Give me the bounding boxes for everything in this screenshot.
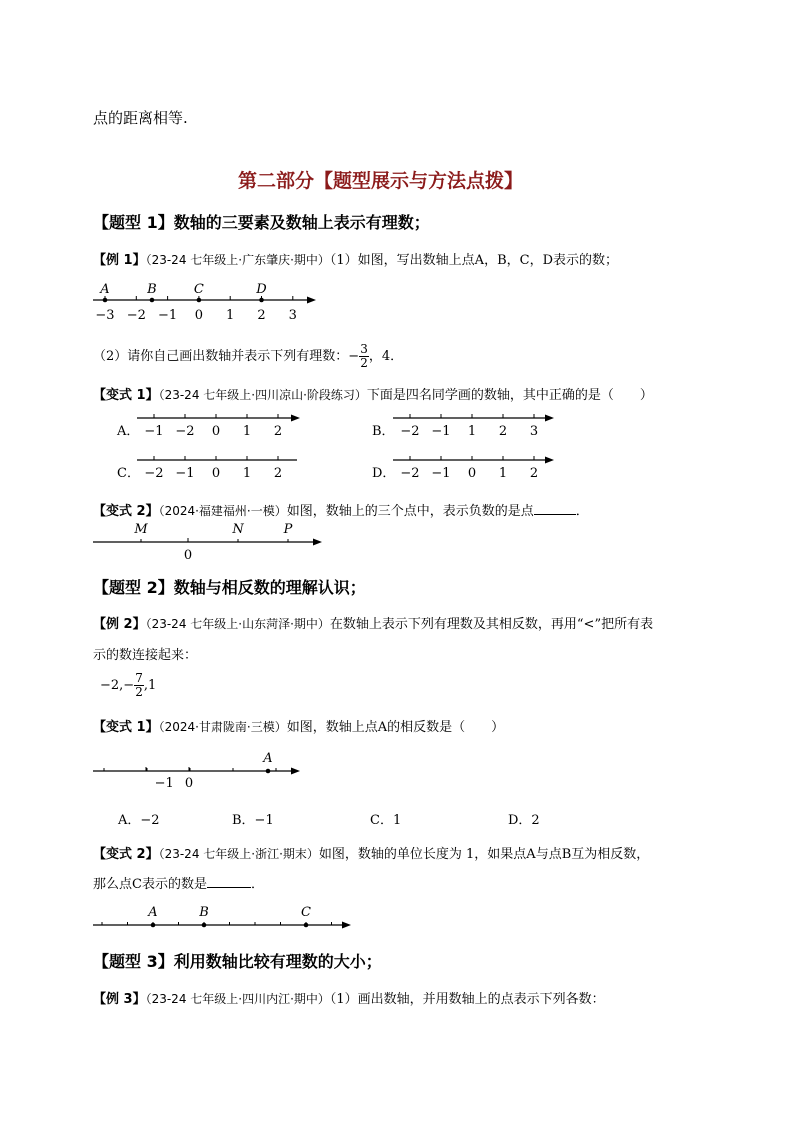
choice-b[interactable]: B．−1 [232,813,274,828]
variant2-number-line [88,518,328,564]
point-dot [304,923,309,928]
type2-variant2-line1 [93,843,649,862]
variant1-source: （23-24 七年级上·四川凉山·阶段练习） [158,388,367,402]
tick-label: 0 [467,466,477,481]
tick-label: −1 [175,466,195,481]
tick-label: 1 [242,466,252,481]
answer-blank[interactable] [534,514,576,515]
example2-tag: 【例 2】 [93,617,146,632]
choice-d[interactable]: D．2 [508,813,540,828]
tick-label: 2 [529,466,539,481]
point-dot [202,923,207,928]
option-b-number-line [388,410,563,442]
example1-source: （23-24 七年级上·广东肇庆·期中） [145,253,330,267]
tick-label: 1 [498,466,508,481]
tick-label: −2 [400,424,420,439]
point-label-a: A [148,905,158,920]
variant2-end: ． [575,504,589,519]
example1-text: （1）如图，写出数轴上点A，B，C，D表示的数； [329,253,618,268]
point-label-a: A [100,282,110,297]
variant2-source: （2024·福建福州·一模） [158,504,287,518]
point-label-p: P [283,522,293,537]
type2-variant1-source: （2024·甘肃陇南·三模） [158,720,287,734]
point-dot [151,923,156,928]
zero-label: 0 [183,548,193,563]
example1-part2 [93,343,403,370]
part2-prefix: （2）请你自己画出数轴并表示下列有理数： [93,349,349,364]
tick-label: −2 [400,466,420,481]
type2-variant2-source: （23-24 七年级上·浙江·期末） [158,847,319,861]
fraction-7-2 [134,672,144,699]
type2-heading: 【题型 2】数轴与相反数的理解认识； [93,578,366,597]
tick-label: 0 [211,466,221,481]
option-d-letter: D． [372,466,396,481]
fraction-denominator: 2 [135,685,143,699]
part2-suffix: ，4． [368,349,404,364]
type2-variant2-text2: 那么点C表示的数是 [93,877,207,892]
type2-variant2-tag: 【变式 2】 [93,847,159,862]
tick-label: −1 [144,424,164,439]
point-dot [266,769,271,774]
tick-label: −1 [154,776,174,791]
example1-tag: 【例 1】 [93,253,146,268]
tick-label: −1 [431,424,451,439]
variant2-tag: 【变式 2】 [93,504,159,519]
type3-heading: 【题型 3】利用数轴比较有理数的大小； [93,952,382,971]
tick-label: 1 [226,308,235,323]
tick-label: −1 [431,466,451,481]
tick-label: 1 [242,424,252,439]
point-label-c: C [301,905,311,920]
choice-c[interactable]: C．1 [370,813,402,828]
fraction-numerator: 3 [360,342,368,356]
example1-line [93,249,618,268]
option-d-number-line [388,452,563,484]
list-prefix: −2,− [100,678,135,693]
point-dot [103,298,108,303]
tick-label: 1 [467,424,477,439]
tick-label: 2 [273,466,283,481]
point-label-b: B [199,905,209,920]
example2-number-list [100,672,156,699]
option-c-number-line [132,452,307,484]
type2-variant2-end: ． [250,877,264,892]
tick-label: −3 [95,308,115,323]
answer-blank[interactable] [207,887,251,888]
tick-label: 3 [288,308,297,323]
point-label-b: B [147,282,157,297]
variant1-line [93,384,653,403]
tick-label: 2 [273,424,283,439]
tick-label: 0 [211,424,221,439]
tick-label: 3 [529,424,539,439]
tick-label: 2 [498,424,508,439]
type2-variant2-text1: 如图，数轴的单位长度为 1，如果点A与点B互为相反数， [318,847,650,862]
continuation-text: 点的距离相等. [93,109,188,127]
point-label-n: N [232,522,244,537]
example3-tag: 【例 3】 [93,992,146,1007]
variant1-tag: 【变式 1】 [93,388,159,403]
variant2-line [93,500,589,519]
fraction-neg-3-2 [359,343,369,370]
example3-line [93,988,605,1007]
point-dot [150,298,155,303]
example3-text: （1）画出数轴，并用数轴上的点表示下列各数： [329,992,605,1007]
type1-heading: 【题型 1】数轴的三要素及数轴上表示有理数； [93,213,430,232]
tick-label: −1 [158,308,178,323]
point-dot [197,298,202,303]
type2-variant1-text: 如图，数轴上点A的相反数是（ ） [286,720,505,735]
point-label-a: A [263,751,273,766]
example1-number-line [88,278,323,326]
tick-label: −2 [175,424,195,439]
neg-sign: − [348,349,360,364]
type2-variant2-number-line [88,900,358,936]
list-suffix: ,1 [143,678,157,693]
example2-source: （23-24 七年级上·山东菏泽·期中） [145,617,330,631]
fraction-numerator: 7 [135,671,143,685]
option-a-number-line [132,410,307,442]
axis-arrow [307,297,316,304]
tick-label: −2 [144,466,164,481]
tick-label: −2 [126,308,146,323]
section-title: 第二部分【题型展示与方法点拨】 [238,170,524,192]
example3-source: （23-24 七年级上·四川内江·期中） [145,992,330,1006]
variant2-text: 如图，数轴上的三个点中，表示负数的是点 [286,504,534,519]
option-a-letter: A． [117,424,140,439]
choice-a[interactable]: A．−2 [118,813,160,828]
point-label-c: C [193,282,204,297]
example2-line2: 示的数连接起来： [93,648,198,663]
point-label-m: M [134,522,148,537]
point-dot [259,298,264,303]
option-b-letter: B． [372,424,395,439]
fraction-denominator: 2 [360,356,368,370]
variant1-text: 下面是四名同学画的数轴，其中正确的是（ ） [366,388,653,403]
example2-line1 [93,613,653,632]
type2-variant1-line [93,716,504,735]
type2-variant1-number-line [88,745,308,793]
option-c-letter: C． [117,466,140,481]
example2-text1: 在数轴上表示下列有理数及其相反数，再用“<”把所有表 [329,617,654,632]
tick-label: 2 [257,308,266,323]
tick-label: 0 [194,308,204,323]
type2-variant1-tag: 【变式 1】 [93,720,159,735]
tick-label: 0 [184,776,194,791]
point-label-d: D [256,282,267,297]
type2-variant2-line2 [93,873,264,892]
